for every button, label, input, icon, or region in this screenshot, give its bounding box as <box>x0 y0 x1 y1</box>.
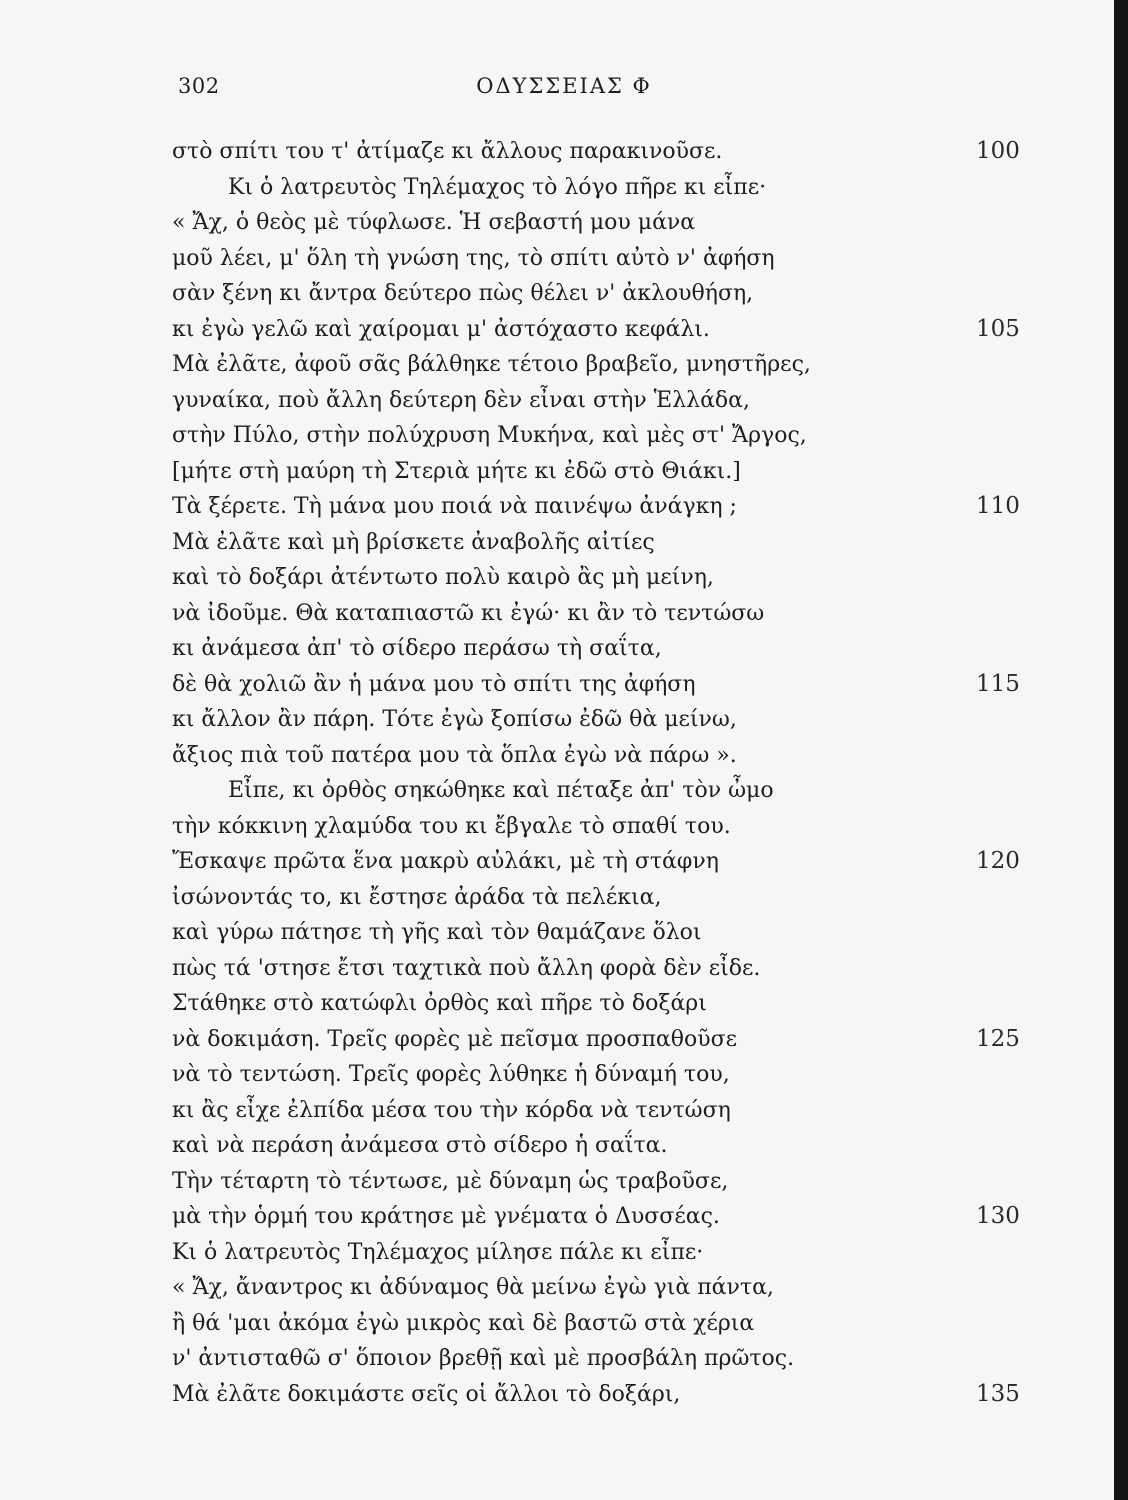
verse-line <box>0 205 1128 241</box>
verse-line <box>0 383 1128 419</box>
verse-line <box>0 1270 1128 1306</box>
verse-line <box>0 1306 1128 1342</box>
verse-text: γυναίκα, ποὺ ἄλλη δεύτερη δὲν εἶναι στὴν Ἑλλάδα, <box>172 387 751 413</box>
verse-line <box>0 347 1128 383</box>
verse-line <box>0 702 1128 738</box>
verse-text: κι ἂς εἶχε ἐλπίδα μέσα του τὴν κόρδα νὰ τεντώση <box>172 1097 731 1123</box>
verse-line <box>0 1199 1128 1235</box>
verse-line <box>0 1057 1128 1093</box>
verse-text: Ἔσκαψε πρῶτα ἕνα μακρὺ αὐλάκι, μὲ τὴ στάφνη <box>172 849 719 874</box>
verse-text: στὸ σπίτι του τ' ἀτίμαζε κι ἄλλους παρακινοῦσε. <box>172 139 723 164</box>
verse-text: Τὰ ξέρετε. Τὴ μάνα μου ποιά νὰ παινέψω ἀνάγκη ; <box>172 494 737 519</box>
verse-text: κι ἄλλον ἂν πάρη. Τότε ἐγὼ ξοπίσω ἐδῶ θὰ μείνω, <box>172 707 737 732</box>
verse-line <box>0 1341 1128 1377</box>
page-header <box>0 68 1128 108</box>
verse-text: νὰ ἰδοῦμε. Θὰ καταπιαστῶ κι ἐγώ· κι ἂν τὸ τεντώσω <box>172 600 765 626</box>
verse-text: ν' ἀντισταθῶ σ' ὅποιον βρεθῇ καὶ μὲ προσβάλη πρῶτος. <box>172 1346 795 1371</box>
page-number: 302 <box>178 74 220 98</box>
verse-text: νὰ δοκιμάση. Τρεῖς φορὲς μὲ πεῖσμα προσπαθοῦσε <box>172 1026 738 1052</box>
verse-text: μοῦ λέει, μ' ὅλη τὴ γνώση της, τὸ σπίτι αὐτὸ ν' ἀφήση <box>172 245 775 271</box>
verse-text: « Ἄχ, ὁ θεὸς μὲ τύφλωσε. Ἡ σεβαστή μου μάνα <box>172 210 696 235</box>
verse-line <box>0 134 1128 170</box>
verse-text: Μὰ ἐλᾶτε δοκιμάστε σεῖς οἱ ἄλλοι τὸ δοξάρι, <box>172 1381 681 1407</box>
verse-text: δὲ θὰ χολιῶ ἂν ἡ μάνα μου τὸ σπίτι της ἀφήση <box>172 671 696 697</box>
line-number: 125 <box>976 1025 1020 1052</box>
verse-line <box>0 915 1128 951</box>
verse-line <box>0 667 1128 703</box>
verse-text: στὴν Πύλο, στὴν πολύχρυση Μυκήνα, καὶ μὲς στ' Ἄργος, <box>172 423 807 448</box>
verse-line <box>0 525 1128 561</box>
verse-line <box>0 170 1128 206</box>
running-title: ΟΔΥΣΣΕΙΑΣ Φ <box>476 74 652 98</box>
verse-text: « Ἄχ, ἄναντρος κι ἀδύναμος θὰ μείνω ἐγὼ γιὰ πάντα, <box>172 1275 774 1300</box>
verse-line <box>0 986 1128 1022</box>
verse-line <box>0 241 1128 277</box>
verse-line <box>0 312 1128 348</box>
verse-line <box>0 773 1128 809</box>
verse-text: πὼς τά 'στησε ἔτσι ταχτικὰ ποὺ ἄλλη φορὰ δὲν εἶδε. <box>172 955 761 981</box>
verse-text: Τὴν τέταρτη τὸ τέντωσε, μὲ δύναμη ὡς τραβοῦσε, <box>172 1168 729 1194</box>
line-number: 100 <box>976 138 1020 164</box>
verse-text: καὶ γύρω πάτησε τὴ γῆς καὶ τὸν θαμάζανε ὅλοι <box>172 920 702 945</box>
verse-line <box>0 276 1128 312</box>
verse-line <box>0 631 1128 667</box>
verse-line <box>0 418 1128 454</box>
verse-text: Μὰ ἐλᾶτε καὶ μὴ βρίσκετε ἀναβολῆς αἰτίες <box>172 529 655 555</box>
verse-line <box>0 1093 1128 1129</box>
verse-text: Στάθηκε στὸ κατώφλι ὀρθὸς καὶ πῆρε τὸ δοξάρι <box>172 991 707 1016</box>
verse-text: Κι ὁ λατρευτὸς Τηλέμαχος τὸ λόγο πῆρε κι εἶπε· <box>228 174 767 200</box>
verse-text: καὶ νὰ περάση ἀνάμεσα στὸ σίδερο ἡ σαΐτα. <box>172 1133 668 1158</box>
line-number: 115 <box>976 670 1020 697</box>
line-number: 105 <box>976 315 1020 342</box>
verse-text: ἄξιος πιὰ τοῦ πατέρα μου τὰ ὅπλα ἐγὼ νὰ πάρω ». <box>172 742 737 768</box>
verse-line <box>0 1235 1128 1271</box>
verse-line <box>0 1377 1128 1413</box>
verse-line <box>0 1164 1128 1200</box>
verse-text: νὰ τὸ τεντώση. Τρεῖς φορὲς λύθηκε ἡ δύναμή του, <box>172 1062 730 1087</box>
verse-text: μὰ τὴν ὁρμή του κράτησε μὲ γνέματα ὁ Δυσσέας. <box>172 1204 720 1229</box>
verse-line <box>0 489 1128 525</box>
verse-block <box>0 134 1128 1412</box>
verse-line <box>0 596 1128 632</box>
verse-line <box>0 1128 1128 1164</box>
line-number: 120 <box>976 848 1020 874</box>
verse-text: Εἶπε, κι ὀρθὸς σηκώθηκε καὶ πέταξε ἀπ' τὸν ὦμο <box>228 778 774 803</box>
verse-text: σὰν ξένη κι ἄντρα δεύτερο πὼς θέλει ν' ἀκλουθήση, <box>172 281 754 306</box>
verse-text: κι ἀνάμεσα ἀπ' τὸ σίδερο περάσω τὴ σαΐτα, <box>172 636 662 661</box>
line-number: 130 <box>976 1203 1020 1229</box>
verse-text: καὶ τὸ δοξάρι ἀτέντωτο πολὺ καιρὸ ἂς μὴ μείνη, <box>172 565 714 590</box>
verse-line <box>0 1022 1128 1058</box>
line-number: 135 <box>976 1380 1020 1407</box>
verse-line <box>0 880 1128 916</box>
verse-text: ἰσώνοντάς το, κι ἔστησε ἀράδα τὰ πελέκια, <box>172 884 662 910</box>
verse-text: [μήτε στὴ μαύρη τὴ Στεριὰ μήτε κι ἐδῶ στὸ Θιάκι.] <box>172 458 741 484</box>
verse-line <box>0 560 1128 596</box>
verse-line <box>0 951 1128 987</box>
verse-text: τὴν κόκκινη χλαμύδα του κι ἔβγαλε τὸ σπαθί του. <box>172 813 731 839</box>
verse-line <box>0 738 1128 774</box>
verse-line <box>0 454 1128 490</box>
verse-text: Κι ὁ λατρευτὸς Τηλέμαχος μίλησε πάλε κι εἶπε· <box>172 1239 704 1265</box>
verse-line <box>0 844 1128 880</box>
verse-text: ἢ θά 'μαι ἀκόμα ἐγὼ μικρὸς καὶ δὲ βαστῶ στὰ χέρια <box>172 1310 755 1336</box>
verse-text: κι ἐγὼ γελῶ καὶ χαίρομαι μ' ἀστόχαστο κεφάλι. <box>172 316 710 342</box>
verse-line <box>0 809 1128 845</box>
verse-text: Μὰ ἐλᾶτε, ἀφοῦ σᾶς βάλθηκε τέτοιο βραβεῖο, μνηστῆρες, <box>172 352 811 377</box>
line-number: 110 <box>976 493 1020 519</box>
